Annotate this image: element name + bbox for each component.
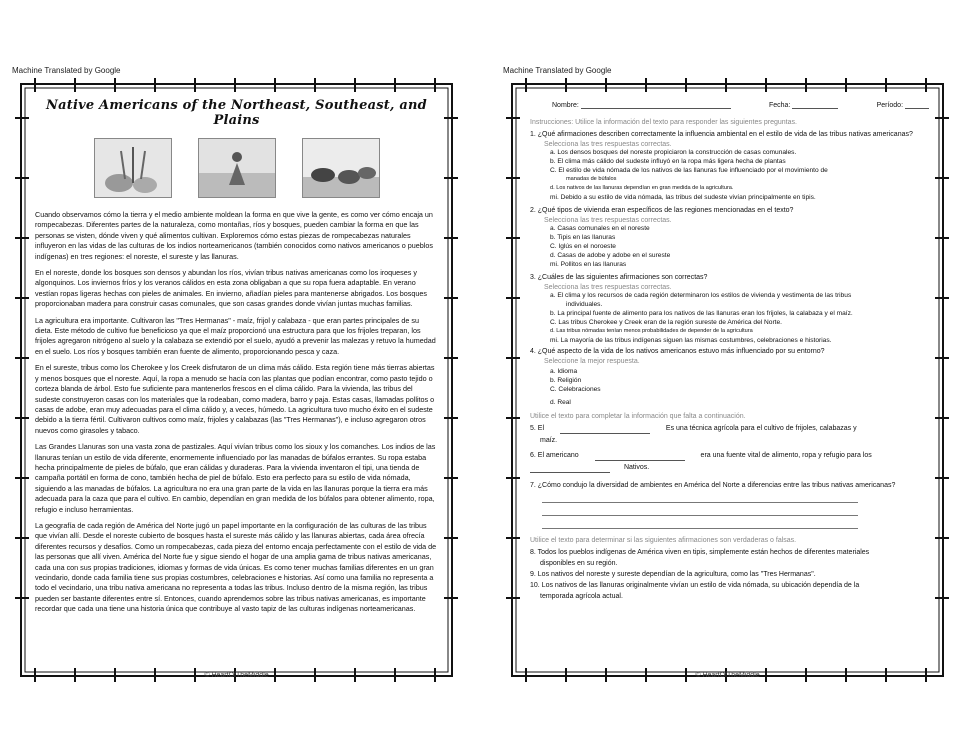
paragraph: Cuando observamos cómo la tierra y el medio ambiente moldean la forma en que vive la gente, es como ver cómo encaja un rompecabezas. Diferentes partes de la naturaleza, como montañas, ríos y bosques, pueden cambiar la forma en que las personas se visten, dónde viven y qué alimentos cultivan. Exploremos cómo estas piezas de rompecabezas naturales influyeron en las vidas de las culturas de los indios norteamericanos (también conocidos como nativos americanos o pueblos indígenas) en tres regiones: el noreste, el sureste y las llanuras.	[35, 210, 433, 261]
date-label: Fecha:	[769, 102, 791, 109]
answer-option[interactable]: mi. La mayoría de las tribus indígenas siguen las mismas costumbres, celebraciones e historias.	[550, 337, 832, 344]
answer-option[interactable]: d. Casas de adobe y adobe en el sureste	[550, 252, 671, 259]
answer-option-continuation: manadas de búfalos	[566, 176, 617, 182]
question-hint: Seleccione la mejor respuesta.	[544, 358, 640, 365]
illustration-row	[35, 138, 438, 198]
answer-option[interactable]: C. Celebraciones	[550, 386, 601, 393]
answer-option[interactable]: mi. Pollitos en las llanuras	[550, 261, 627, 268]
instructions: Instrucciones: Utilice la información del texto para responder las siguientes preguntas.	[530, 119, 797, 126]
instructions: Utilice el texto para determinar si las siguientes afirmaciones son verdaderas o falsas.	[530, 537, 797, 544]
fill-blank-field[interactable]	[595, 451, 685, 461]
q6-prefix: 6. El americano	[530, 452, 579, 459]
question-hint: Selecciona las tres respuestas correctas.	[544, 141, 672, 148]
answer-option[interactable]: b. Tipis en las llanuras	[550, 234, 616, 241]
question-6	[530, 451, 929, 461]
question-8: 8. Todos los pueblos indígenas de América viven en tipis, simplemente están hechos de diferentes materiales	[530, 549, 870, 556]
period-field[interactable]	[905, 108, 929, 109]
paragraph: Las Grandes Llanuras son una vasta zona de pastizales. Aquí vivían tribus como los sioux y los comanches. Los indios de las llanuras tenían un estilo de vida diferente, enormemente influenciado por las manadas de búfalos errantes. Su ropa estaba hecha principalmente de pieles de búfalo, que eran cálidas y duraderas. Para la vivienda inventaron el tipi, una tienda de campaña portátil en forma de cono, también hecha de piel de búfalo. Esto era perfecto para su estilo de vida nómada, siguiendo a las manadas de búfalos. La agricultura no era una gran parte de la vida en las llanuras porque la tierra era más adecuada para la caza que para el cultivo. En cambio, dependían en gran medida de los búfalos para obtener alimento, ropa, refugio e incluso herramientas.	[35, 442, 436, 514]
answer-option[interactable]: a. Los densos bosques del noreste propiciaron la construcción de casas comunales.	[550, 149, 797, 156]
question-9: 9. Los nativos del noreste y sureste dependían de la agricultura, como las "Tres Hermanas".	[530, 571, 816, 578]
farmer-illustration	[198, 138, 276, 198]
question-10: 10. Los nativos de las llanuras originalmente vivían un estilo de vida nómada, su ubicación dependía de la	[530, 582, 860, 589]
machine-translated-label: Machine Translated by Google	[12, 66, 121, 75]
student-info-header	[552, 102, 929, 109]
copyright-footer: © HeartOfTheMiddle	[695, 672, 760, 679]
page-title: Native Americans of the Northeast, Southeast, and Plains	[46, 98, 427, 128]
answer-option[interactable]: a. Idioma	[550, 368, 578, 375]
name-field[interactable]	[581, 108, 731, 109]
question-1: 1. ¿Qué afirmaciones describen correctamente la influencia ambiental en el estilo de vida de las tribus nativas americanas?	[530, 131, 913, 138]
q6-continuation	[530, 463, 929, 473]
paragraph: La geografía de cada región de América del Norte jugó un papel importante en la configuración de las culturas de las tribus que vivían allí. Desde el noreste cubierto de bosques hasta el sureste más cálido y las llanuras abiertas, cada área ofrecía diferentes recursos y desafíos. Como un rompecabezas, cada pieza del entorno encaja perfectamente con el estilo de vida de las personas que allí viven. América del Norte fue y sigue siendo el hogar de una amplia gama de tribus nativas americanas, cada una con sus propias tradiciones, idiomas y formas de vida únicas. Es como tener muchas familias diferentes en un gran vecindario, donde cada familia tiene sus propias costumbres, celebraciones e historias. Así como una familia no representa a todo el vecindario, una tribu nativa americana no representa a todas las tribus. Incluso dentro de la misma región, las tribus pueden ser bastante diferentes entre sí. Entonces, cuando aprendemos sobre las tribus nativas americanas, es importante recordar que cada una tiene una historia única que contribuye al vasto tapiz de las culturas indígenas norteamericanas.	[35, 520, 437, 614]
answer-option[interactable]: C. El estilo de vida nómada de los nativos de las llanuras fue influenciado por el movimiento de	[550, 167, 828, 174]
paragraph: En el sureste, tribus como los Cherokee y los Creek disfrutaron de un clima más cálido. Esta región tiene más tierras abiertas y menos bosques que el noreste. Aquí, la ropa a menudo se hacía con las plantas que podían encontrar, como pasto tejido o corteza blanda de árbol. Esto fue suficiente para mantenerlos frescos en el clima cálido. Para la vivienda, las tribus del sudeste construyeron casas con los materiales que la rodeaban, como madera, barro y paja. Estas casas, llamadas pollitos o casas de adobe, eran muy adecuadas para el clima cálido y, a veces, húmedo. La agricultura tuvo mucho éxito en el sudeste debido a la tierra fértil. Cultivaron cultivos como maíz, frijoles y calabazas (las "Tres Hermanas"), e incluso agregaron otros nuevos como girasoles y tabaco.	[35, 363, 435, 435]
answer-option[interactable]: d. Las tribus nómadas tenían menos probabilidades de depender de la agricultura	[550, 328, 753, 334]
answer-option[interactable]: b. La principal fuente de alimento para los nativos de las llanuras eran los frijoles, la calabaza y el maíz.	[550, 310, 853, 317]
answer-option[interactable]: b. El clima más cálido del sudeste influyó en la ropa más ligera hecha de plantas	[550, 158, 786, 165]
question-3: 3. ¿Cuáles de las siguientes afirmaciones son correctas?	[530, 274, 708, 281]
q5-text: Es una técnica agrícola para el cultivo de frijoles, calabazas y	[665, 425, 857, 432]
answer-option[interactable]: d. Los nativos de las llanuras dependían en gran medida de la agricultura.	[550, 185, 734, 191]
fill-blank-field[interactable]	[530, 463, 610, 473]
q6-end: Nativos.	[623, 464, 650, 471]
answer-option-continuation: individuales.	[566, 301, 603, 308]
answer-line[interactable]	[542, 518, 858, 529]
answer-line[interactable]	[542, 492, 858, 503]
answer-option[interactable]: C. Iglús en el noroeste	[550, 243, 616, 250]
fill-blank-field[interactable]	[560, 424, 650, 434]
answer-option[interactable]: a. Casas comunales en el noreste	[550, 225, 650, 232]
crops-illustration	[94, 138, 172, 198]
paragraph: En el noreste, donde los bosques son densos y abundan los ríos, vivían tribus nativas americanas como los iroqueses y algonquinos. Los inviernos fríos y los veranos cálidos en esta zona obligaban a que su ropa fuera adaptable. En verano vestían ropas ligeras hechas con pieles de animales. En invierno, añadían pieles para mantenerse abrigados. Los bosques proporcionaban madera para construir casas comunales, que son casas grandes donde vivían juntas muchas familias.	[35, 268, 427, 309]
copyright-footer: © HeartOfTheMiddle	[204, 672, 269, 679]
machine-translated-label: Machine Translated by Google	[503, 66, 612, 75]
period-label: Período:	[876, 102, 904, 109]
worksheet-page	[506, 78, 949, 682]
answer-option[interactable]: mi. Debido a su estilo de vida nómada, las tribus del sudeste vivían principalmente en tipis.	[550, 194, 816, 201]
q10-continuation: temporada agrícola actual.	[540, 593, 623, 600]
article-body	[35, 210, 438, 615]
q6-text: era una fuente vital de alimento, ropa y refugio para los	[700, 452, 872, 459]
question-4: 4. ¿Qué aspecto de la vida de los nativos americanos estuvo más influenciado por su entorno?	[530, 348, 825, 355]
question-hint: Selecciona las tres respuestas correctas.	[544, 284, 672, 291]
q5-continuation: maíz.	[540, 437, 558, 444]
answer-option[interactable]: C. Las tribus Cherokee y Creek eran de la región sureste de América del Norte.	[550, 319, 782, 326]
answer-option[interactable]: b. Religión	[550, 377, 582, 384]
question-5	[530, 424, 929, 434]
paragraph: La agricultura era importante. Cultivaron las "Tres Hermanas" - maíz, frijol y calabaza - que eran partes principales de su dieta. Este método de cultivo fue beneficioso ya que el maíz proporcionó una estructura para que los frijoles treparan, los frijoles agregaron nitrógeno al suelo y la calabaza se extendió por el suelo, ayudó a prevenir las malezas y retuvo la humedad en el suelo. Los ríos y bosques también eran fuente de alimento, proporcionando pesca y caza.	[35, 315, 436, 356]
question-2: 2. ¿Qué tipos de vivienda eran específicos de las regiones mencionadas en el texto?	[530, 207, 794, 214]
reading-page	[15, 78, 458, 682]
question-7: 7. ¿Cómo condujo la diversidad de ambientes en América del Norte a diferencias entre las tribus nativas americanas?	[530, 482, 896, 489]
answer-option[interactable]: d. Real	[550, 399, 571, 406]
instructions: Utilice el texto para completar la información que falta a continuación.	[530, 413, 746, 420]
answer-line[interactable]	[542, 505, 858, 516]
name-label: Nombre:	[552, 102, 579, 109]
question-hint: Selecciona las tres respuestas correctas.	[544, 217, 672, 224]
buffalo-illustration	[302, 138, 380, 198]
q5-prefix: 5. El	[530, 425, 545, 432]
date-field[interactable]	[792, 108, 838, 109]
q8-continuation: disponibles en su región.	[540, 560, 618, 567]
answer-option[interactable]: a. El clima y los recursos de cada región determinaron los estilos de vivienda y vestimenta de las tribus	[550, 292, 852, 299]
